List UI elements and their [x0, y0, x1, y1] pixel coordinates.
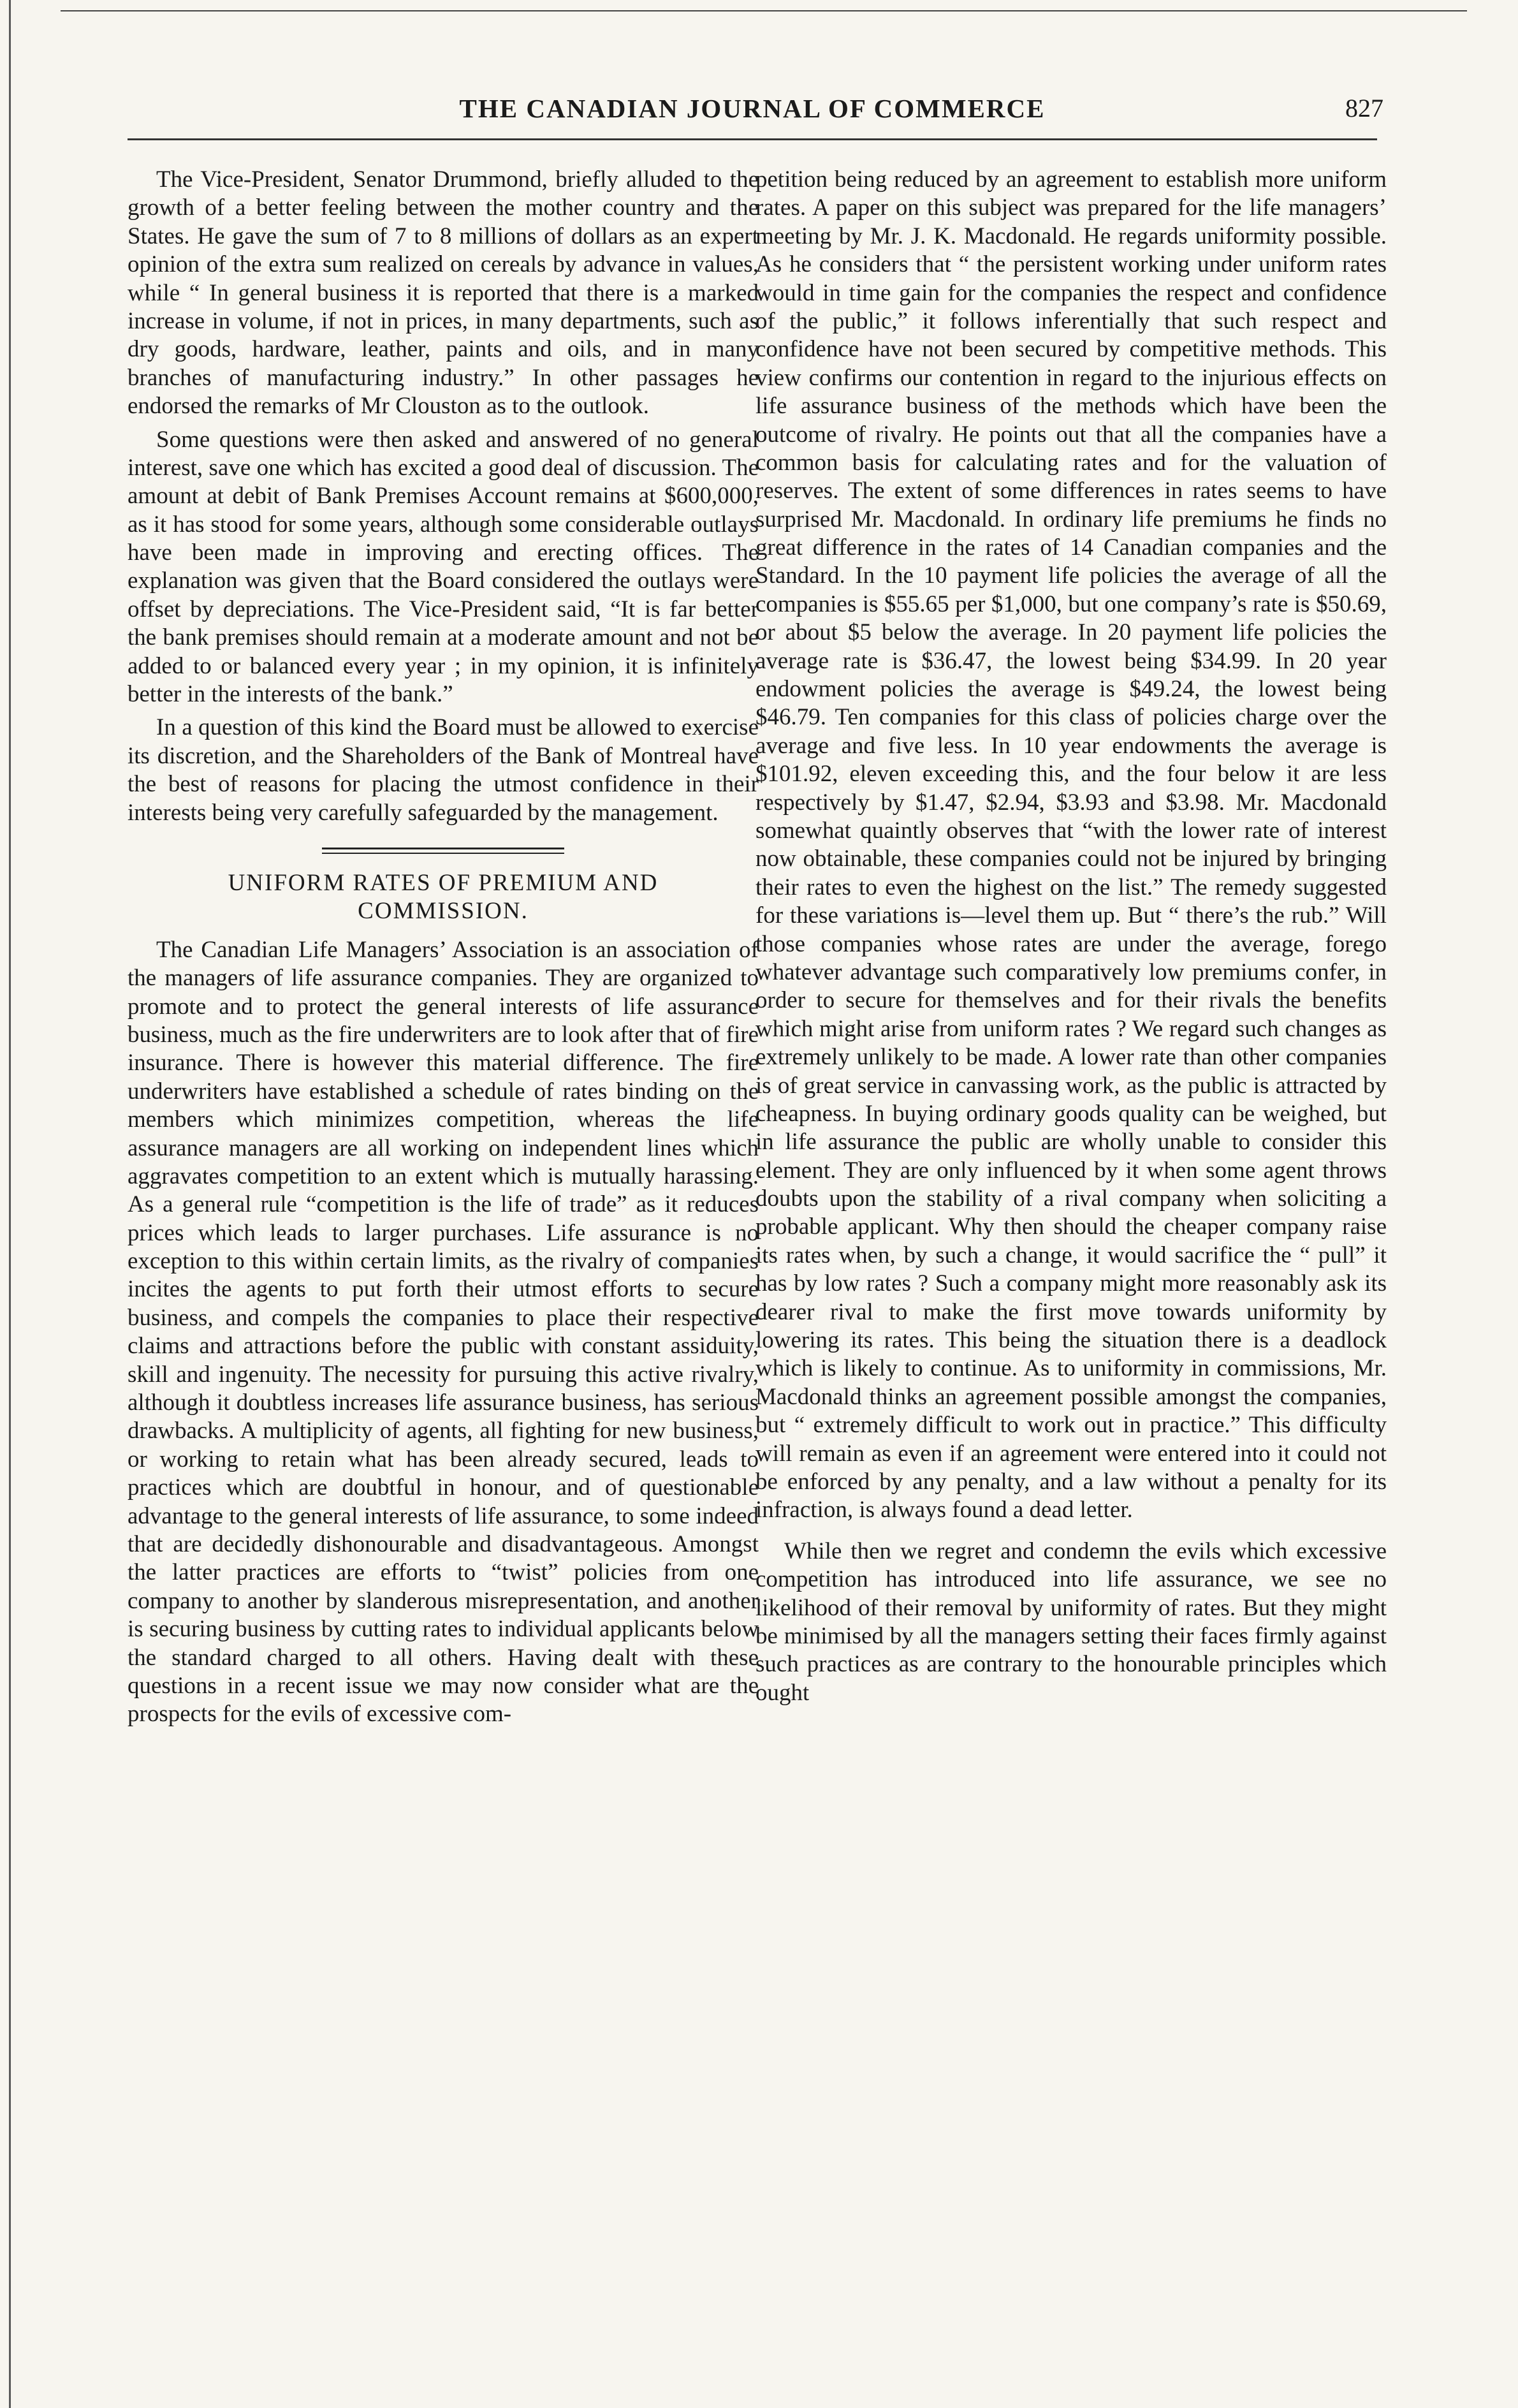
top-edge-rule [61, 10, 1467, 11]
paragraph: The Canadian Life Managers’ Association is an association of the managers of life assurance companies. They are organized to promote and to protect the general interests of life assurance business, much as the fire underwriters are to look after that of fire insurance. There is however this material difference. The fire underwriters have established a schedule of rates binding on the members which minimizes competition, whereas the life assurance managers are all working on independent lines which aggravates competition to an extent which is mutually harassing. As a general rule “competition is the life of trade” as it reduces prices which leads to larger purchases. Life assurance is no exception to this within certain limits, as the rivalry of companies incites the agents to put forth their utmost efforts to secure business, and compels the companies to place their respective claims and attractions before the public with constant assiduity, skill and ingenuity. The necessity for pursuing this active rivalry, although it doubtless increases life assurance business, has serious drawbacks. A multiplicity of agents, all fighting for new business, or working to retain what has been already secured, leads to practices which are doubtful in honour, and of questionable advantage to the general interests of life assurance, to some indeed that are decidedly dishonourable and disadvantageous. Amongst the latter practices are efforts to “twist” policies from one company to another by slanderous misrepresentation, and another is securing business by cutting rates to individual applicants below the standard charged to all others. Having dealt with these questions in a recent issue we may now consider what are the prospects for the evils of excessive com- [128, 936, 759, 1728]
section-divider-thin [322, 853, 564, 854]
paragraph: While then we regret and condemn the evils which excessive competition has introduced into life assurance, we see no likelihood of their removal by uniformity of rates. But they might be minimised by all the managers setting their faces firmly against such practices as are contrary to the honourable principles which ought [755, 1538, 1387, 1706]
right-column [755, 166, 1387, 1707]
section-divider [322, 848, 564, 849]
paragraph: In a question of this kind the Board must be allowed to exercise its discretion, and the Shareholders of the Bank of Montreal have the best of reasons for placing the utmost confidence in their interests being very carefully safeguarded by the management. [128, 714, 759, 826]
left-column [128, 166, 759, 1729]
paragraph: The Vice-President, Senator Drummond, briefly alluded to the growth of a better feeling between the mother country and the States. He gave the sum of 7 to 8 millions of dollars as an expert opinion of the extra sum realized on cereals by advance in values, while “ In general business it is reported that there is a marked increase in volume, if not in prices, in many departments, such as dry goods, hardware, leather, paints and oils, and in many branches of manufacturing industry.” In other passages he endorsed the remarks of Mr Clouston as to the outlook. [128, 166, 759, 420]
paragraph: Some questions were then asked and answered of no general interest, save one which has excited a good deal of discussion. The amount at debit of Bank Premises Account remains at $600,000, as it has stood for some years, although some considerable outlays have been made in improving and erecting offices. The explanation was given that the Board considered the outlays were offset by depreciations. The Vice-President said, “It is far better the bank premises should remain at a moderate amount and not be added to or balanced every year ; in my opinion, it is infinitely better in the interests of the bank.” [128, 426, 759, 708]
page-header [121, 96, 1383, 134]
paragraph: petition being reduced by an agreement to establish more uniform rates. A paper on this subject was prepared for the life managers’ meeting by Mr. J. K. Macdonald. He regards uniformity possible. As he considers that “ the persistent working under uniform rates would in time gain for the companies the respect and confidence of the public,” it follows inferentially that such respect and confidence have not been secured by competitive methods. This view confirms our contention in regard to the injurious effects on life assurance business of the methods which have been the outcome of rivalry. He points out that all the companies have a common basis for calculating rates and for the valuation of reserves. The extent of some differences in rates seems to have surprised Mr. Macdonald. In ordinary life premiums he finds no great difference in the rates of 14 Canadian companies and the Standard. In the 10 payment life policies the average of all the companies is $55.65 per $1,000, but one company’s rate is $50.69, or about $5 below the average. In 20 payment life policies the average rate is $36.47, the lowest being $34.99. In 20 year endowment policies the average is $49.24, the lowest being $46.79. Ten companies for this class of policies charge over the average and five less. In 10 year endowments the average is $101.92, eleven exceeding this, and the four below it are less respectively by $1.47, $2.94, $3.93 and $3.98. Mr. Macdonald somewhat quaintly observes that “with the lower rate of interest now obtainable, these companies could not be injured by bringing their rates to even the highest on the list.” The remedy suggested for these variations is—level them up. But “ there’s the rub.” Will those companies whose rates are under the average, forego whatever advantage such comparatively low premiums confer, in order to secure for themselves and for their rivals the benefits which might arise from uniform rates ? We regard such changes as extremely unlikely to be made. A lower rate than other companies is of great service in canvassing work, as the public is attracted by cheapness. In buying ordinary goods quality can be weighed, but in life assurance the public are wholly unable to consider this element. They are only influenced by it when some agent throws doubts upon the stability of a rival company when soliciting a probable applicant. Why then should the cheaper company raise its rates when, by such a change, it would sacrifice the “ pull” it has by low rates ? Such a company might more reasonably ask its dearer rival to make the first move towards uniformity by lowering its rates. This being the situation there is a deadlock which is likely to continue. As to uniformity in commissions, Mr. Macdonald thinks an agreement possible amongst the companies, but “ extremely difficult to work out in practice.” This difficulty will remain as even if an agreement were entered into it could not be enforced by any penalty, and a law without a penalty for its infraction, is always found a dead letter. [755, 166, 1387, 1523]
binding-edge-line [9, 0, 11, 2408]
section-title: UNIFORM RATES OF PREMIUM AND COMMISSION. [228, 869, 659, 925]
page-number: 827 [1345, 94, 1383, 122]
header-rule [128, 138, 1377, 140]
running-head: THE CANADIAN JOURNAL OF COMMERCE [459, 94, 1046, 123]
